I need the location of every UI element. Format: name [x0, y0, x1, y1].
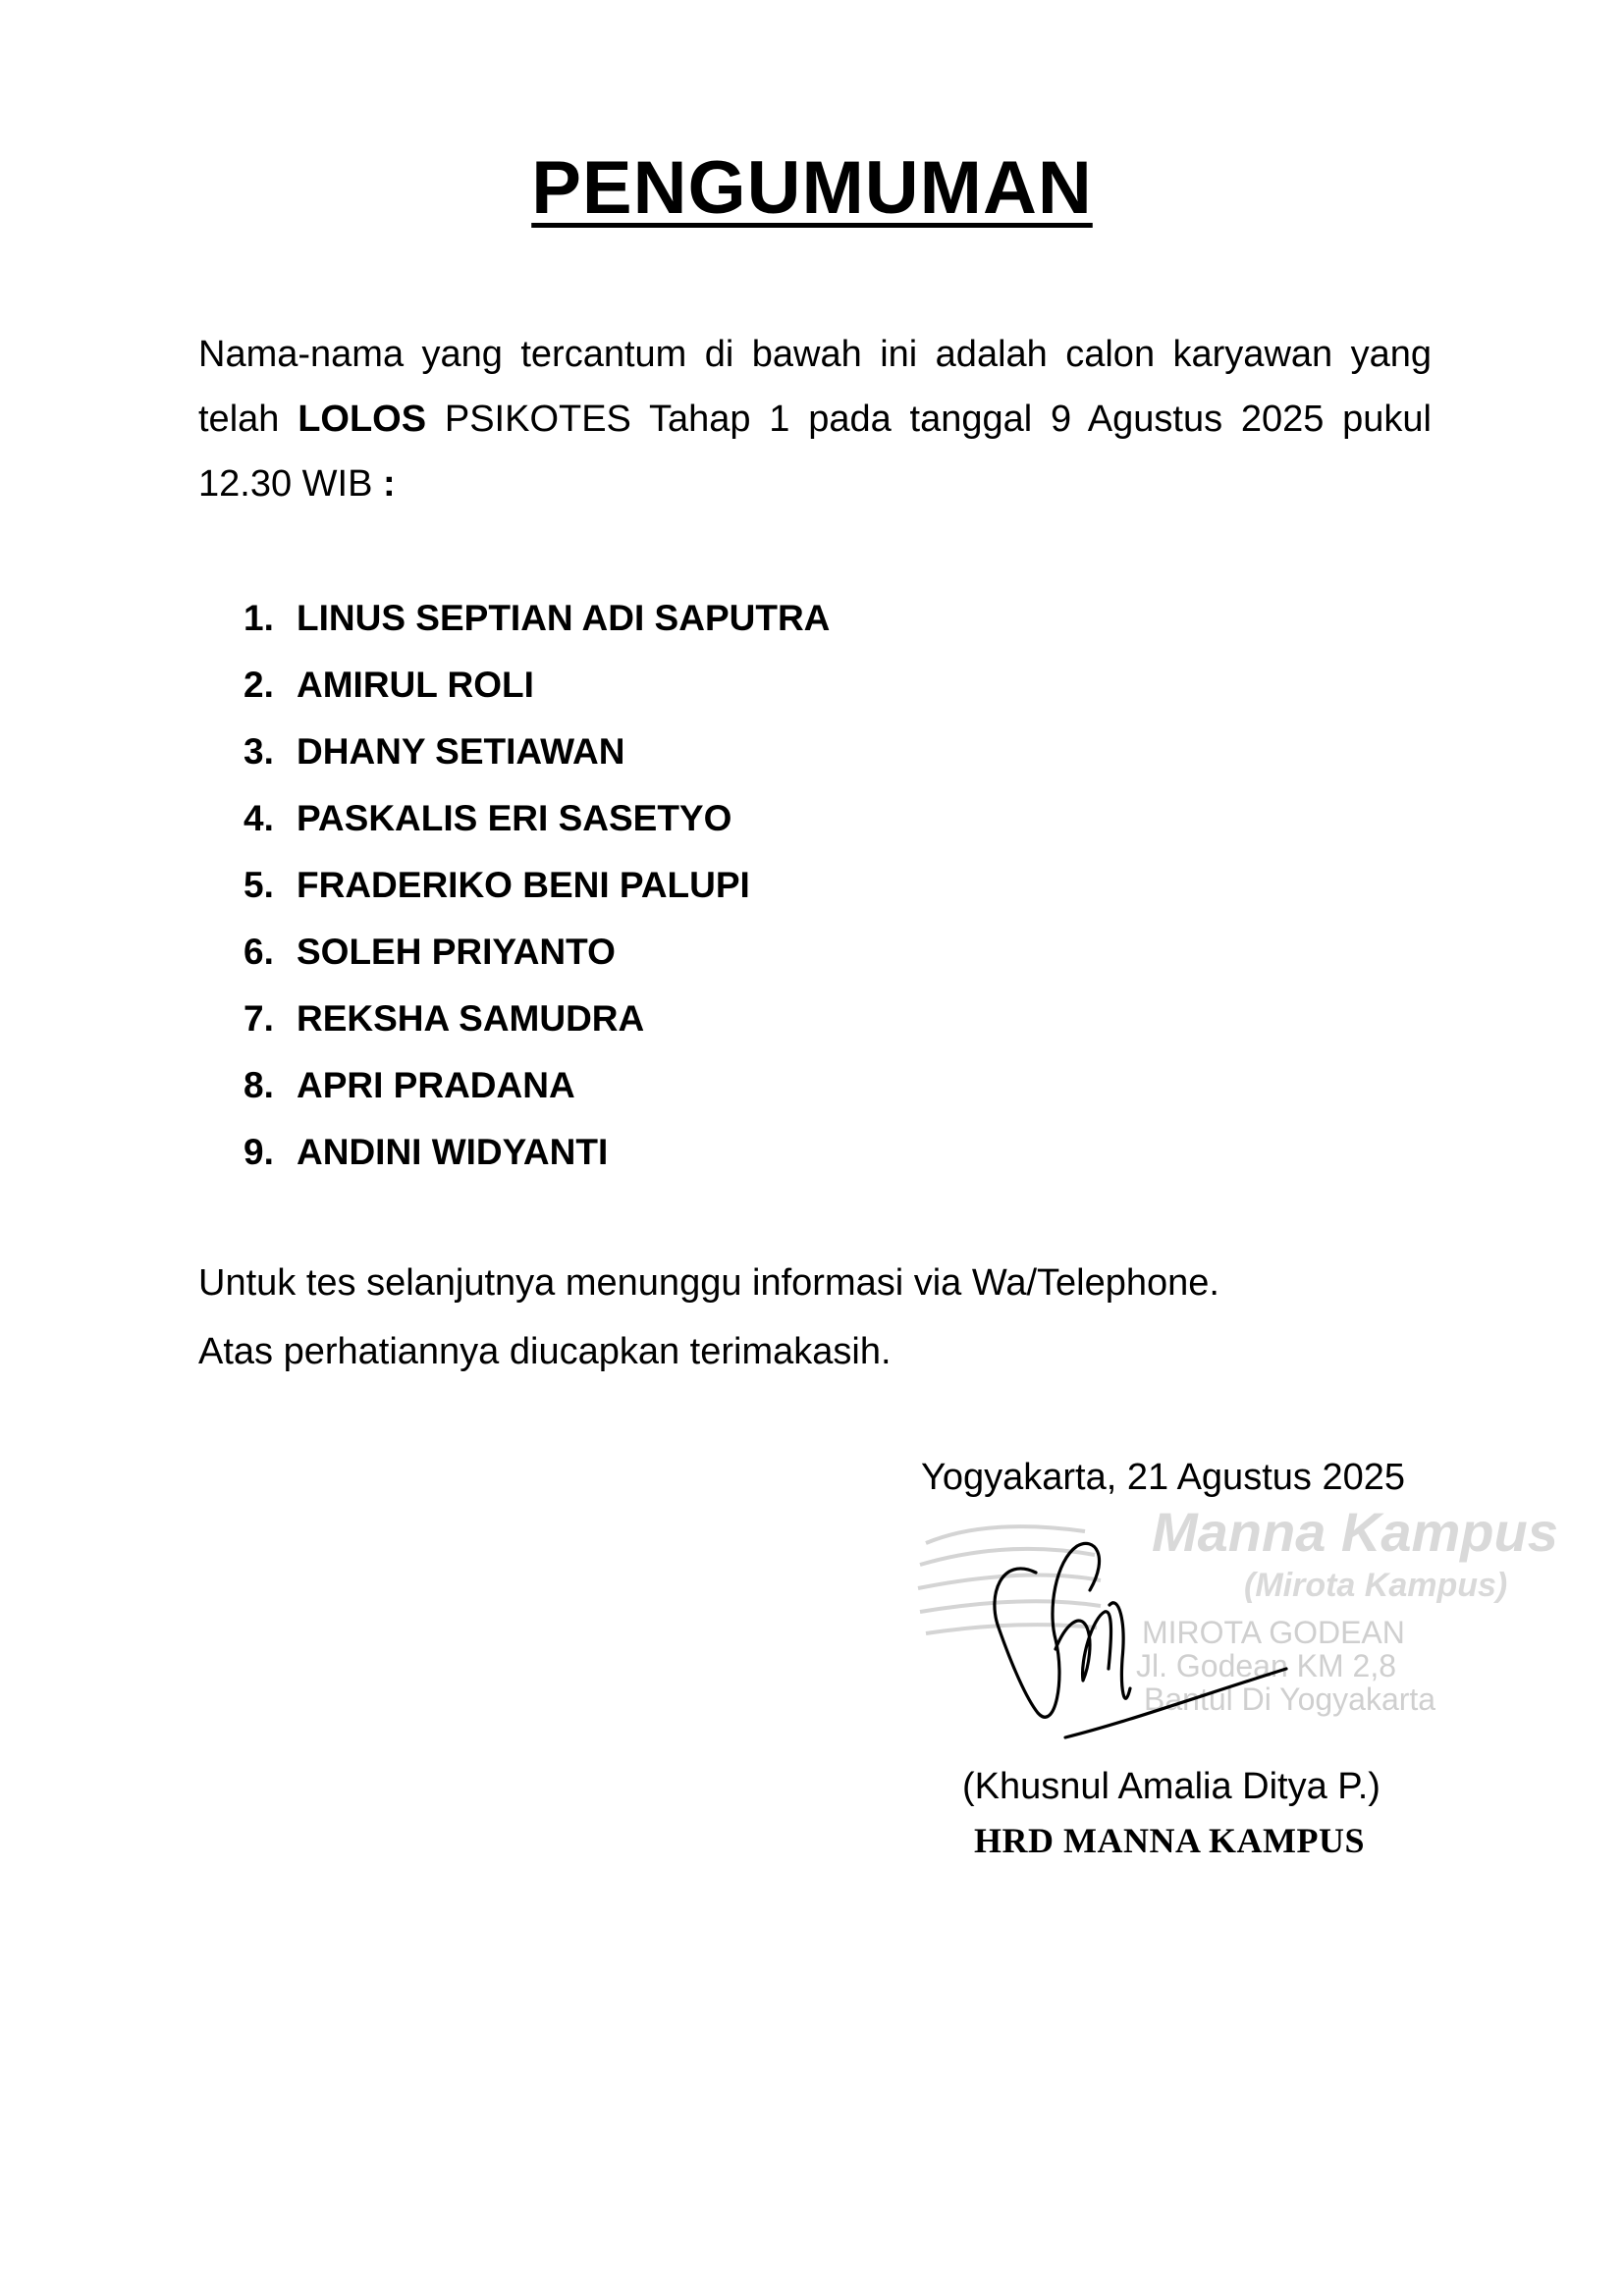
list-item: 5. FRADERIKO BENI PALUPI: [244, 865, 750, 905]
stamp-line: Jl. Godean KM 2,8: [1136, 1648, 1397, 1683]
closing-line: Atas perhatiannya diucapkan terimakasih.: [198, 1331, 892, 1372]
list-item: 3. DHANY SETIAWAN: [244, 731, 625, 772]
stamp-line: Bantul Di Yogyakarta: [1144, 1682, 1436, 1717]
stamp-line: MIROTA GODEAN: [1142, 1615, 1405, 1650]
list-item: 7. REKSHA SAMUDRA: [244, 998, 645, 1039]
company-stamp: [908, 1501, 1558, 1737]
place-date: Yogyakarta, 21 Agustus 2025: [921, 1457, 1405, 1498]
intro-paragraph: Nama-nama yang tercantum di bawah ini adalah calon karyawan yang telah LOLOS PSIKOTES Tahap 1 pada tanggal 9 Agustus 2025 pukul 12.30 WIB :: [198, 334, 1433, 505]
list-item: 1. LINUS SEPTIAN ADI SAPUTRA: [244, 598, 831, 638]
stamp-logo-icon: [918, 1526, 1101, 1633]
list-item: 9. ANDINI WIDYANTI: [244, 1132, 609, 1172]
page-title: PENGUMUMAN: [531, 146, 1093, 230]
stamp-brand: Manna Kampus: [1152, 1501, 1558, 1563]
signatory-name: (Khusnul Amalia Ditya P.): [962, 1766, 1380, 1807]
candidate-list: [244, 585, 830, 1186]
list-item: 4. PASKALIS ERI SASETYO: [244, 798, 732, 838]
list-item: 2. AMIRUL ROLI: [244, 665, 534, 705]
closing-line: Untuk tes selanjutnya menunggu informasi via Wa/Telephone.: [198, 1262, 1219, 1304]
list-item: 6. SOLEH PRIYANTO: [244, 932, 616, 972]
list-item: 8. APRI PRADANA: [244, 1065, 575, 1105]
closing-text: [198, 1249, 1219, 1386]
stamp-sub: (Mirota Kampus): [1244, 1567, 1508, 1604]
signatory-title: HRD MANNA KAMPUS: [974, 1821, 1365, 1860]
